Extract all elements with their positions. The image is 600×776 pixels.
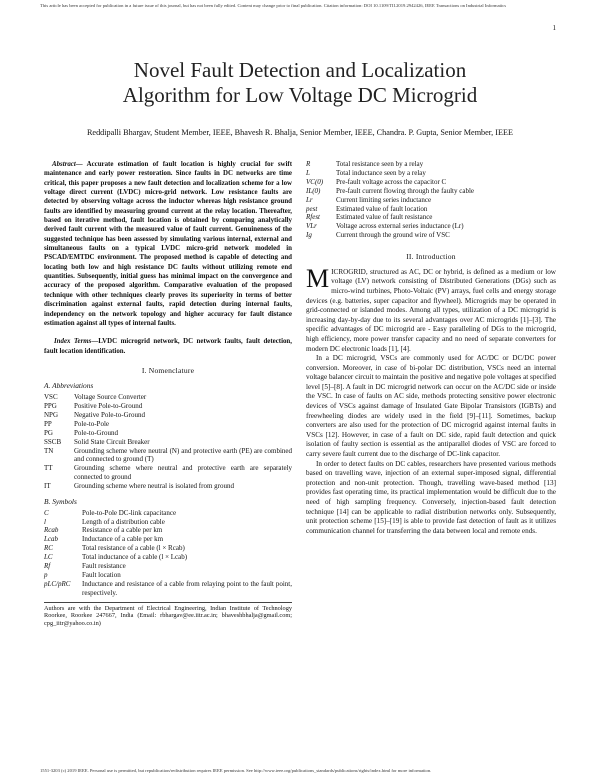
nomenclature-description: Pole-to-Pole DC-link capacitance — [82, 508, 177, 517]
index-terms — [44, 337, 292, 356]
abbreviations-heading: A. Abbreviations — [44, 381, 94, 391]
index-terms-text: —LVDC microgrid network, DC network faults, fault detection, fault location identification. — [44, 338, 292, 355]
nomenclature-description: Fault resistance — [82, 562, 126, 571]
nomenclature-description: Inductance of a cable per km — [82, 535, 164, 544]
left-column — [44, 160, 292, 627]
author-affiliation: Authors are with the Department of Electrical Engineering, Indian Institute of Technology Roorkee, Roorkee 247667, India (Email: rbhargav@ee.iitr.ac.in; bhaveshbhalja@gmail.com; cpg_iitr@yahoo.co.in) — [44, 602, 292, 628]
nomenclature-row — [44, 571, 292, 580]
nomenclature-row — [44, 526, 292, 535]
abbreviations-table — [44, 393, 292, 491]
nomenclature-symbol: Lcab — [44, 535, 58, 544]
introduction-heading: II. Introduction — [406, 252, 456, 262]
symbols-table — [44, 509, 292, 598]
nomenclature-heading: I. Nomenclature — [141, 365, 195, 375]
nomenclature-description: Fault location — [82, 570, 121, 579]
nomenclature-description: Total inductance seen by a relay — [336, 168, 426, 177]
nomenclature-row — [44, 535, 292, 544]
nomenclature-row — [44, 429, 292, 438]
nomenclature-symbol: p — [44, 570, 48, 579]
intro-p1-text: ICROGRID, structured as AC, DC or hybrid, is defined as a medium or low voltage (LV) network consisting of Distributed Generations (DGs) such as micro-wind turbines, Photo-Voltaic (PV) arrays, fuel cells and energy storage devices (e.g. batteries, super capacitor and flywheel). Microgrids may be operated in grid-connected or islanded modes. Among all types, utilization of a DC microgrid is increasing day-by-day due to its several advantages over AC microgrids [1]–[3]. The specific advantages of DC microgrid are - Easy paralleling of DGs to the microgrid, high efficiency, more power transfer capacity and no need of separate converters for modern DC electronic loads [1], [4]. — [306, 267, 556, 353]
nomenclature-description: Positive Pole-to-Ground — [74, 401, 143, 410]
nomenclature-symbol: PPG — [44, 401, 57, 410]
nomenclature-symbol: PG — [44, 428, 53, 437]
nomenclature-row — [44, 544, 292, 553]
nomenclature-row — [44, 580, 292, 598]
journal-banner: This article has been accepted for publication in a future issue of this journal, but has not been fully edited. Content may change prior to final publication. Citation information: DOI 10.1109/TII.2019.2942426, IEEE Transactions on Industrial Informatics — [40, 3, 506, 8]
nomenclature-description: Current limiting series inductance — [336, 195, 432, 204]
nomenclature-row — [44, 464, 292, 482]
nomenclature-description: Length of a distribution cable — [82, 517, 165, 526]
nomenclature-row — [44, 562, 292, 571]
nomenclature-description: Pole-to-Pole — [74, 419, 109, 428]
nomenclature-description: Grounding scheme where neutral (N) and protective earth (PE) are combined and connected to ground (T) — [74, 446, 292, 464]
nomenclature-symbol: IL(0) — [306, 186, 321, 195]
nomenclature-symbol: IT — [44, 482, 51, 491]
nomenclature-description: Resistance of a cable per km — [82, 526, 163, 535]
nomenclature-symbol: L — [306, 168, 310, 177]
nomenclature-row — [44, 518, 292, 527]
intro-paragraph-1 — [306, 263, 556, 354]
symbols-table-continued — [306, 160, 556, 240]
nomenclature-row — [44, 509, 292, 518]
nomenclature-symbol: C — [44, 508, 49, 517]
nomenclature-row — [306, 213, 556, 222]
nomenclature-symbol: Ig — [306, 231, 312, 240]
nomenclature-description: Voltage across external series inductance (Lr) — [336, 222, 464, 231]
nomenclature-row — [306, 178, 556, 187]
nomenclature-description: Estimated value of fault resistance — [336, 213, 433, 222]
nomenclature-symbol: l — [44, 517, 46, 526]
nomenclature-symbol: Lr — [306, 195, 313, 204]
nomenclature-row — [44, 482, 292, 491]
nomenclature-description: Inductance and resistance of a cable from relaying point to the fault point, respectively. — [82, 579, 292, 597]
nomenclature-symbol: pLC/pRC — [44, 579, 71, 588]
nomenclature-row — [306, 187, 556, 196]
nomenclature-row — [44, 553, 292, 562]
paper-title — [40, 58, 560, 108]
author-list: Reddipalli Bhargav, Student Member, IEEE, Bhavesh R. Bhalja, Senior Member, IEEE, Chandra. P. Gupta, Senior Member, IEEE — [86, 128, 514, 137]
abstract-label: Abstract— — [52, 161, 83, 168]
nomenclature-description: Total resistance seen by a relay — [336, 160, 424, 168]
right-column — [306, 160, 556, 536]
drop-cap: M — [306, 263, 330, 293]
page-number: 1 — [552, 24, 556, 32]
nomenclature-row — [44, 393, 292, 402]
nomenclature-description: Pole-to-Ground — [74, 428, 118, 437]
nomenclature-symbol: NPG — [44, 410, 59, 419]
nomenclature-symbol: Rf — [44, 562, 51, 571]
nomenclature-description: Solid State Circuit Breaker — [74, 437, 150, 446]
nomenclature-description: Grounding scheme where neutral and protective earth are separately connected to ground — [74, 464, 292, 482]
nomenclature-description: Voltage Source Converter — [74, 393, 147, 402]
nomenclature-symbol: VC(0) — [306, 177, 324, 186]
nomenclature-description: Grounding scheme where neutral is isolated from ground — [74, 482, 234, 491]
nomenclature-row — [44, 438, 292, 447]
nomenclature-row — [44, 420, 292, 429]
nomenclature-description: Current through the ground wire of VSC — [336, 231, 450, 240]
nomenclature-symbol: RC — [44, 544, 53, 553]
abstract — [44, 160, 292, 328]
nomenclature-symbol: R — [306, 160, 311, 168]
nomenclature-symbol: PP — [44, 419, 52, 428]
nomenclature-description: Pre-fault current flowing through the faulty cable — [336, 186, 475, 195]
nomenclature-description: Total inductance of a cable (l × Lcab) — [82, 553, 188, 562]
nomenclature-row — [306, 205, 556, 214]
nomenclature-row — [44, 447, 292, 465]
title-line-1: Novel Fault Detection and Localization — [133, 58, 467, 82]
nomenclature-symbol: VLr — [306, 222, 317, 231]
intro-paragraph-2: In a DC microgrid, VSCs are commonly used for AC/DC or DC/DC power conversion. Moreover, in case of bi-polar DC distribution, VSCs need an internal voltage balancer circuit to maintain the positive and negative pole voltages at specified level [5]–[8]. A fault in DC microgrid network can occur on the AC/DC side or inside the VSC. In case of faults on AC side, methods protecting sensitive power electronic devices of VSCs against damage of Insulated Gate Bipolar Transistors (IGBTs) and freewheeling diodes are widely used in the field [9]–[11]. Sometimes, backup converters are also used for the protection of DC microgrid against internal faults in VSCs [12]. However, in case of a fault on DC side, rapid fault detection and quick isolation of faulty section is essential as the antiparallel diodes of VSC are forced to carry severe fault current due to the discharge of DC-link capacitor. — [306, 354, 556, 459]
nomenclature-row — [44, 411, 292, 420]
title-line-2: Algorithm for Low Voltage DC Microgrid — [122, 83, 478, 107]
nomenclature-symbol: SSCB — [44, 437, 62, 446]
nomenclature-description: Total resistance of a cable (l × Rcab) — [82, 544, 185, 553]
abstract-text: Accurate estimation of fault location is highly crucial for swift maintenance and early power restoration. Since faults in DC networks are time critical, this paper proposes a new fault detection and localization scheme for a low voltage direct current (LVDC) micro-grid network. Low resistance faults are detected by observing voltage across the inductor whereas high resistance ground faults are identified by measuring ground current at the relay location. Thereafter, based on iterative method, fault location is obtained by comparing analytically derived fault current with the measured value of fault current. Genuineness of the suggested technique has been assessed by simulating various internal, external and simultaneous faults on a typical LVDC micro-grid network modeled in PSCAD/EMTDC environment. The proposed method is capable of detecting and locating both low and high resistance DC faults without utilizing remote end quantities. Subsequently, initial guess has minimal impact on the convergence and accuracy of the proposed algorithm. Comparative evaluation of the proposed technique with other techniques clearly proves its superiority in terms of better discrimination against external faults, rapid detection during internal faults, independency on the network topology and higher accuracy for fault distance estimation against all types of internal faults. — [44, 161, 292, 327]
symbols-heading: B. Symbols — [44, 497, 77, 507]
nomenclature-row — [306, 222, 556, 231]
nomenclature-symbol: LC — [44, 553, 53, 562]
nomenclature-symbol: VSC — [44, 393, 58, 402]
nomenclature-row — [306, 160, 556, 169]
nomenclature-row — [306, 169, 556, 178]
nomenclature-row — [306, 196, 556, 205]
nomenclature-description: Pre-fault voltage across the capacitor C — [336, 177, 447, 186]
copyright-footer: 1551-3203 (c) 2019 IEEE. Personal use is permitted, but republication/redistribution requires IEEE permission. See http://www.ieee.org/publications_standards/publications/rights/index.html for more information. — [40, 768, 432, 773]
index-terms-label: Index Terms — [54, 338, 92, 346]
intro-paragraph-3: In order to detect faults on DC cables, researchers have presented various methods based on travelling wave, injection of an external super-imposed signal, differential protection and non-unit protection. Though, travelling wave-based method [13] provides fast operating time, its practical implementation would be difficult due to the need of high sampling frequency. Conversely, injection-based fault detection technique [14] can be applicable to radial distribution networks only. Subsequently, unit protection scheme [15]–[19] is able to provide fast detection of fault as it utilizes communication channel for transferring the data between local and remote ends. — [306, 459, 556, 535]
nomenclature-symbol: Rcab — [44, 526, 59, 535]
nomenclature-row — [306, 231, 556, 240]
nomenclature-symbol: TT — [44, 464, 53, 473]
nomenclature-symbol: pest — [306, 204, 318, 213]
nomenclature-description: Estimated value of fault location — [336, 204, 428, 213]
nomenclature-symbol: Rfest — [306, 213, 320, 222]
nomenclature-row — [44, 402, 292, 411]
nomenclature-description: Negative Pole-to-Ground — [74, 410, 145, 419]
nomenclature-symbol: TN — [44, 446, 54, 455]
